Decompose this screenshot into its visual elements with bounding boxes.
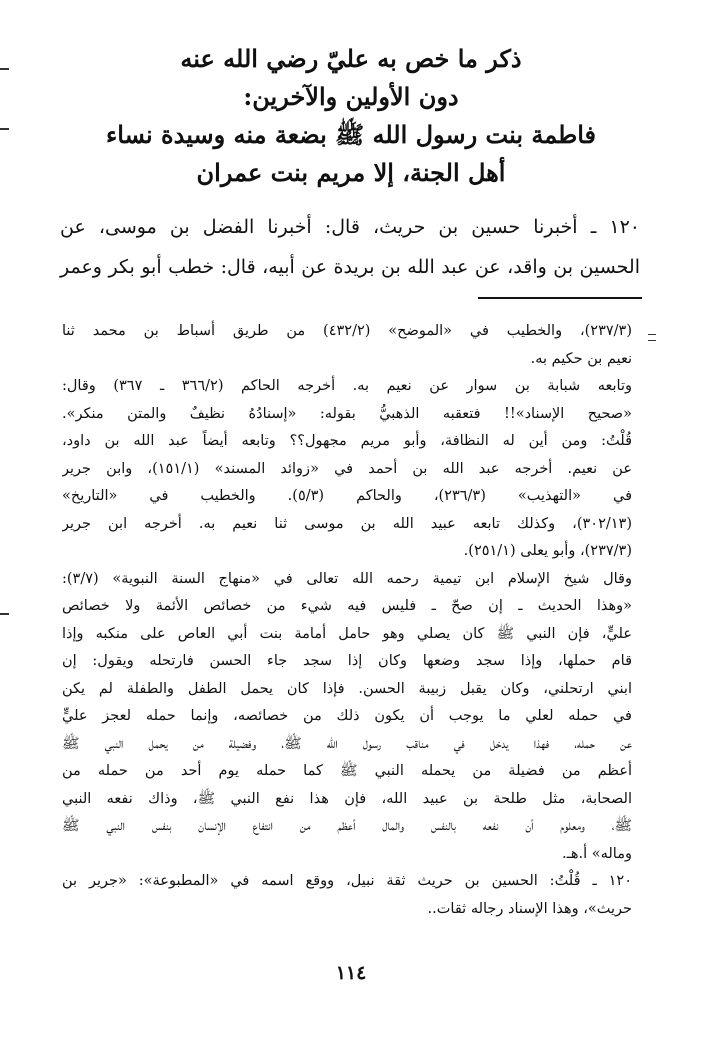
footnote-line: أعظم من فضيلة من يحمله النبي ﷺ كما حمله يوم أحد من حمله من bbox=[62, 763, 632, 779]
footnote-line: قُلْتُ: ومن أين له النظافة، وأبو مريم مجهول؟؟ وتابعه أيضاً عبد الله بن داود، bbox=[62, 433, 632, 449]
margin-mark bbox=[0, 128, 9, 130]
footnote-separator bbox=[478, 297, 642, 299]
footnote-line: وتابعه شبابة بن سوار عن نعيم به. أخرجه الحاكم (٣٦٦/٢ ـ ٣٦٧) وقال: bbox=[62, 378, 632, 394]
hadith-text bbox=[60, 207, 640, 287]
footnote-line: عن نعيم. أخرجه عبد الله بن أحمد في «زوائد المسند» (١٥١/١)، وابن جرير bbox=[62, 460, 632, 477]
chapter-title bbox=[70, 40, 632, 192]
footnote-line: ابني ارتحلني، وكان يقبل زبيبة الحسن. فإذا كان يحمل الطفل والطفلة لم يكن bbox=[62, 680, 632, 697]
margin-mark bbox=[0, 613, 9, 615]
footnote-line: (٣٠٢/١٣)، وكذلك تابعه عبيد الله بن موسى ثنا نعيم به. أخرجه ابن جرير bbox=[62, 515, 632, 532]
footnote-line: ﷺ، ومعلوم أن نفعه بالنفس والمال أعظم من انتفاع الإنسان بنفس النبي ﷺ bbox=[62, 818, 632, 834]
footnote-line: (٢٣٧/٣)، وأبو يعلى (٢٥١/١). bbox=[463, 543, 632, 559]
footnote-line: عليٍّ، فإن النبي ﷺ كان يصلي وهو حامل أمامة بنت أبي العاص على منكبه وإذا bbox=[62, 625, 632, 642]
footnote-line: وقال شيخ الإسلام ابن تيمية رحمه الله تعالى في «منهاج السنة النبوية» (٣/٧): bbox=[62, 570, 632, 587]
footnote-line: ١٢٠ ـ قُلْتُ: الحسين بن حريث ثقة نبيل، ووقع اسمه في «المطبوعة»: «جرير بن bbox=[62, 873, 632, 889]
footnote-line: في حمله لعلي ما يوجب أن يكون ذلك من خصائصه، وإنما حمله لعجز عليٍّ bbox=[62, 708, 632, 724]
footnote-line: «صحيح الإسناد»!! فتعقبه الذهبيُّ بقوله: «إسنادُهُ نظيفٌ والمتن منكر». bbox=[62, 405, 632, 422]
footnote-line: (٢٣٧/٣)، والخطيب في «الموضح» (٤٣٢/٢) من طريق أسباط بن محمد ثنا bbox=[62, 323, 632, 339]
page-number: ١١٤ bbox=[335, 962, 367, 984]
footnote-line: نعيم بن حكيم به. bbox=[530, 350, 632, 367]
footnote-line: حريث»، وهذا الإسناد رجاله ثقات.. bbox=[427, 900, 632, 917]
footnotes bbox=[62, 318, 632, 923]
footnote-line: «وهذا الحديث ـ إن صحّ ـ فليس فيه شيء من خصائص الأئمة ولا خصائص bbox=[62, 598, 632, 614]
hadith-line-1: ١٢٠ ـ أخبرنا حسين بن حريث، قال: أخبرنا الفضل بن موسى، عن bbox=[60, 216, 640, 238]
hadith-line-2: الحسين بن واقد، عن عبد الله بن بريدة عن أبيه، قال: خطب أبو بكر وعمر bbox=[60, 256, 640, 278]
margin-mark bbox=[648, 334, 656, 341]
title-line-3: فاطمة بنت رسول الله ﷺ بضعة منه وسيدة نساء bbox=[106, 120, 596, 149]
footnote-line: قام حملها، وإذا سجد وضعها وكان إذا سجد جاء الحسن فارتحله ويقول: إن bbox=[62, 653, 632, 669]
footnote-line: الصحابة، مثل طلحة بن عبيد الله، فإن هذا نفع النبي ﷺ، وذاك نفعه النبي bbox=[62, 790, 632, 807]
title-line-1: ذكر ما خص به عليّ رضي الله عنه bbox=[180, 44, 522, 73]
footnote-line: في «التهذيب» (٢٣٦/٣)، والحاكم (٥/٣). والخطيب في «التاريخ» bbox=[62, 488, 632, 504]
title-line-2: دون الأولين والآخرين: bbox=[243, 82, 459, 111]
margin-mark bbox=[0, 68, 9, 70]
footnote-line: وماله» أ.هـ. bbox=[561, 845, 632, 862]
title-line-4: أهل الجنة، إلا مريم بنت عمران bbox=[196, 158, 506, 187]
footnote-line: عن حمله، فهذا يدخل في مناقب رسول الله ﷺ، وفضيلة من يحمل النبي ﷺ bbox=[62, 735, 632, 752]
